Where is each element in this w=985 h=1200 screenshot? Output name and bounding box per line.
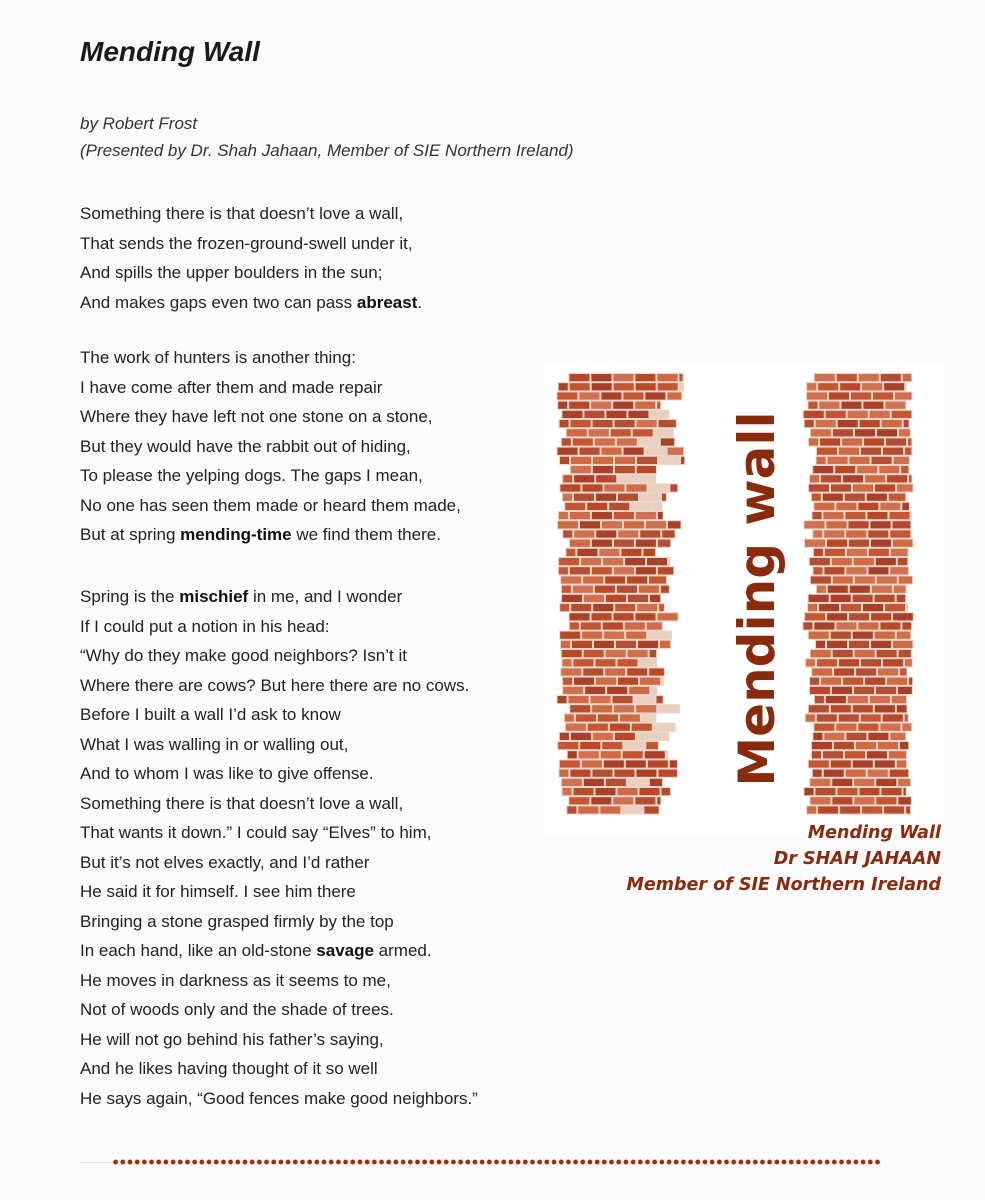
poem-line-text: And to whom I was like to give offense. bbox=[80, 764, 374, 783]
glossary-word: mending-time bbox=[180, 525, 292, 544]
poem-line bbox=[80, 343, 461, 373]
poem-line-text: That sends the frozen-ground-swell under it, bbox=[80, 233, 413, 253]
poem-line bbox=[80, 730, 478, 760]
poem-line bbox=[80, 612, 478, 642]
poem-line-text: He moves in darkness as it seems to me, bbox=[80, 970, 391, 990]
poem-line bbox=[80, 491, 461, 521]
poem-line-text: He said it for himself. I see him there bbox=[80, 882, 356, 901]
poem-line-text: The work of hunters is another thing: bbox=[80, 348, 356, 367]
poem-line-text: “Why do they make good neighbors? Isn’t it bbox=[80, 646, 407, 665]
poem-line bbox=[80, 789, 478, 819]
poem-line-text: armed. bbox=[373, 941, 432, 960]
poem-line-text: But they would have the rabbit out of hiding, bbox=[80, 436, 411, 456]
illustration-overlay-text: Mending wall bbox=[728, 411, 786, 787]
poem-line bbox=[80, 1084, 478, 1114]
poem-line-text: And spills the upper boulders in the sun; bbox=[80, 263, 383, 282]
stanza-2 bbox=[80, 343, 461, 550]
illustration-overlay bbox=[545, 363, 945, 833]
poem-line-text: If I could put a notion in his head: bbox=[80, 616, 330, 636]
stanza-3 bbox=[80, 582, 478, 1113]
poem-line-text: Something there is that doesn’t love a wall, bbox=[80, 793, 404, 813]
caption-affiliation: Member of SIE Northern Ireland bbox=[626, 875, 941, 895]
poem-line bbox=[80, 258, 422, 288]
poem-line bbox=[80, 1054, 478, 1084]
poem-line-text: . bbox=[417, 292, 423, 312]
caption-title: Mending Wall bbox=[807, 823, 941, 843]
poem-line-text: And he likes having thought of it so well bbox=[80, 1059, 378, 1078]
stanza-1 bbox=[80, 199, 422, 317]
poem-line-text: Spring is the bbox=[80, 587, 180, 606]
poem-line-text: He will not go behind his father’s saying, bbox=[80, 1029, 384, 1049]
poem-line-text: What I was walling in or walling out, bbox=[80, 734, 349, 754]
poem-line-text: Where there are cows? But here there are no cows. bbox=[80, 675, 470, 695]
author-line: by Robert Frost bbox=[80, 114, 198, 133]
poem-line-text: No one has seen them made or heard them made, bbox=[80, 495, 461, 515]
poem-line bbox=[80, 907, 478, 937]
glossary-word: abreast bbox=[356, 292, 418, 312]
poem-line bbox=[80, 966, 478, 996]
poem-line-text: In each hand, like an old-stone bbox=[80, 941, 317, 960]
poem-line bbox=[80, 641, 478, 671]
poem-line-text: we find them there. bbox=[291, 525, 441, 544]
poem-line bbox=[80, 759, 478, 789]
poem-line-text: To please the yelping dogs. The gaps I mean, bbox=[80, 466, 423, 485]
poem-line bbox=[80, 461, 461, 491]
poem-line bbox=[80, 402, 461, 432]
poem-line bbox=[80, 848, 478, 878]
poem-line bbox=[80, 1025, 478, 1055]
poem-line bbox=[80, 229, 422, 259]
page-title: Mending Wall bbox=[80, 36, 260, 67]
dotted-divider bbox=[112, 1158, 882, 1166]
poem-line-text: That wants it down.” I could say “Elves” to him, bbox=[80, 823, 432, 842]
poem-line-text: I have come after them and made repair bbox=[80, 377, 383, 397]
byline bbox=[80, 110, 574, 164]
poem-line bbox=[80, 288, 422, 318]
glossary-word: savage bbox=[316, 941, 374, 960]
poem-line-text: But at spring bbox=[80, 525, 181, 544]
image-caption bbox=[626, 820, 941, 898]
poem-line bbox=[80, 199, 422, 229]
poem-line-text: But it’s not elves exactly, and I’d rather bbox=[80, 852, 370, 872]
poem-line bbox=[80, 818, 478, 848]
caption-author: Dr SHAH JAHAAN bbox=[773, 849, 941, 869]
poem-line bbox=[80, 936, 478, 966]
poem-line-text: Not of woods only and the shade of trees. bbox=[80, 1000, 394, 1019]
poem-line-text: And makes gaps even two can pass bbox=[80, 292, 357, 312]
poem-line-text: Where they have left not one stone on a stone, bbox=[80, 407, 433, 426]
poem-line bbox=[80, 671, 478, 701]
poem-line bbox=[80, 582, 478, 612]
glossary-word: mischief bbox=[179, 587, 249, 606]
poem-line-text: He says again, “Good fences make good neighbors.” bbox=[80, 1088, 478, 1108]
divider-rule bbox=[80, 1162, 114, 1163]
poem-line bbox=[80, 373, 461, 403]
poem-line bbox=[80, 700, 478, 730]
poem-line bbox=[80, 877, 478, 907]
poem-line bbox=[80, 520, 461, 550]
poem-line-text: in me, and I wonder bbox=[248, 587, 403, 606]
poem-line-text: Bringing a stone grasped firmly by the top bbox=[80, 911, 394, 931]
poem-line-text: Before I built a wall I’d ask to know bbox=[80, 705, 341, 724]
poem-line-text: Something there is that doesn’t love a wall, bbox=[80, 204, 404, 223]
poem-line bbox=[80, 432, 461, 462]
poem-line bbox=[80, 995, 478, 1025]
presenter-line: (Presented by Dr. Shah Jahaan, Member of SIE Northern Ireland) bbox=[80, 141, 574, 160]
